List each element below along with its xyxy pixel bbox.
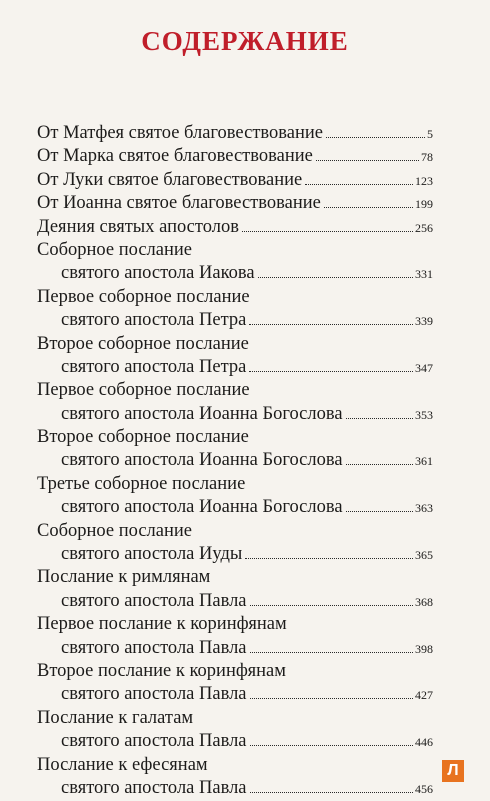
toc-entry xyxy=(37,474,433,497)
toc-entry-text: Послание к галатам xyxy=(37,707,194,728)
toc-page-number: 365 xyxy=(415,548,433,563)
dot-leader xyxy=(326,137,425,138)
toc-entry-text: святого апостола Иакова xyxy=(61,263,255,284)
toc-entry-text: святого апостола Павла xyxy=(61,637,247,658)
toc-entry-text: Второе соборное послание xyxy=(37,333,249,354)
toc-page-number: 353 xyxy=(415,407,433,422)
toc-page-number: 339 xyxy=(415,314,433,329)
toc-entry-text: святого апостола Павла xyxy=(61,731,247,752)
toc-entry xyxy=(37,380,433,403)
dot-leader xyxy=(249,324,413,325)
toc-entry xyxy=(37,497,433,520)
toc-entry xyxy=(37,778,433,801)
dot-leader xyxy=(324,207,413,208)
toc-entry xyxy=(37,240,433,263)
toc-entry-text: святого апостола Иуды xyxy=(61,544,243,565)
toc-entry-text: святого апостола Иоанна Богослова xyxy=(61,497,343,518)
toc-entry xyxy=(37,427,433,450)
toc-entry xyxy=(37,731,433,754)
toc-page-number: 427 xyxy=(415,688,433,703)
toc-page-number: 361 xyxy=(415,454,433,469)
toc-page-number: 398 xyxy=(415,641,433,656)
toc-entry xyxy=(37,357,433,380)
toc-page-number: 368 xyxy=(415,594,433,609)
dot-leader xyxy=(250,698,413,699)
toc-page-number: 123 xyxy=(415,173,433,188)
toc-entry-text: святого апостола Петра xyxy=(61,310,247,331)
toc-entry-text: От Матфея святое благовествование xyxy=(37,123,323,143)
toc-entry xyxy=(37,404,433,427)
toc-entry-text: святого апостола Павла xyxy=(61,590,247,611)
toc-entry-text: святого апостола Павла xyxy=(61,684,247,705)
toc-entry-text: От Луки святое благовествование xyxy=(37,169,303,190)
toc-entry xyxy=(37,146,433,169)
toc-page-number: 446 xyxy=(415,735,433,750)
dot-leader xyxy=(250,652,413,653)
toc-entry-text: Соборное послание xyxy=(37,520,192,541)
toc-entry xyxy=(37,661,433,684)
publisher-logo: Л xyxy=(442,760,464,782)
toc-entry xyxy=(37,521,433,544)
dot-leader xyxy=(250,745,413,746)
toc-entry-text: Второе послание к коринфянам xyxy=(37,660,286,681)
toc-entry-text: святого апостола Павла xyxy=(61,777,247,798)
dot-leader xyxy=(258,277,413,278)
toc-entry xyxy=(37,638,433,661)
toc-entry-text: Второе соборное послание xyxy=(37,427,249,448)
dot-leader xyxy=(316,160,419,161)
toc-entry-text: Деяния святых апостолов xyxy=(37,216,239,237)
toc-entry xyxy=(37,708,433,731)
dot-leader xyxy=(250,792,413,793)
toc-page-number: 5 xyxy=(427,127,433,141)
toc-page-number: 256 xyxy=(415,220,433,235)
toc-entry-text: святого апостола Петра xyxy=(61,356,247,377)
toc-entry-text: Третье соборное послание xyxy=(37,473,246,494)
toc-entry xyxy=(37,544,433,567)
dot-leader xyxy=(242,231,413,232)
toc-entry-text: Первое послание к коринфянам xyxy=(37,614,287,635)
toc-entry xyxy=(37,334,433,357)
dot-leader xyxy=(249,371,413,372)
toc-entry-text: святого апостола Иоанна Богослова xyxy=(61,403,343,424)
toc-entry xyxy=(37,263,433,286)
toc-entry xyxy=(37,287,433,310)
dot-leader xyxy=(346,511,413,512)
toc-entry xyxy=(37,755,433,778)
toc-entry-text: Первое соборное послание xyxy=(37,380,250,401)
dot-leader xyxy=(346,464,413,465)
toc-entry xyxy=(37,310,433,333)
toc-page-number: 347 xyxy=(415,360,433,375)
toc-entry-text: Соборное послание xyxy=(37,239,192,260)
toc-entry-text: Послание к ефесянам xyxy=(37,754,208,775)
toc-entry xyxy=(37,193,433,216)
toc-entry xyxy=(37,123,433,146)
toc-entry xyxy=(37,217,433,240)
toc-page-number: 456 xyxy=(415,781,433,796)
toc-page-number: 331 xyxy=(415,267,433,282)
toc-entry xyxy=(37,170,433,193)
toc-entry-text: От Марка святое благовествование xyxy=(37,146,313,167)
dot-leader xyxy=(346,418,413,419)
page-title: СОДЕРЖАНИЕ xyxy=(141,26,349,56)
dot-leader xyxy=(250,605,413,606)
toc-entry xyxy=(37,614,433,637)
toc-page-number: 78 xyxy=(421,150,433,165)
toc-page-number: 363 xyxy=(415,501,433,516)
toc-entry-text: святого апостола Иоанна Богослова xyxy=(61,450,343,471)
dot-leader xyxy=(245,558,413,559)
toc-entry xyxy=(37,450,433,473)
table-of-contents xyxy=(37,123,433,801)
toc-entry-text: Послание к римлянам xyxy=(37,567,211,588)
toc-entry xyxy=(37,684,433,707)
toc-page-number: 199 xyxy=(415,197,433,212)
dot-leader xyxy=(305,184,413,185)
toc-entry-text: Первое соборное послание xyxy=(37,286,250,307)
toc-entry-text: От Иоанна святое благовествование xyxy=(37,193,321,214)
toc-entry xyxy=(37,567,433,590)
toc-entry xyxy=(37,591,433,614)
